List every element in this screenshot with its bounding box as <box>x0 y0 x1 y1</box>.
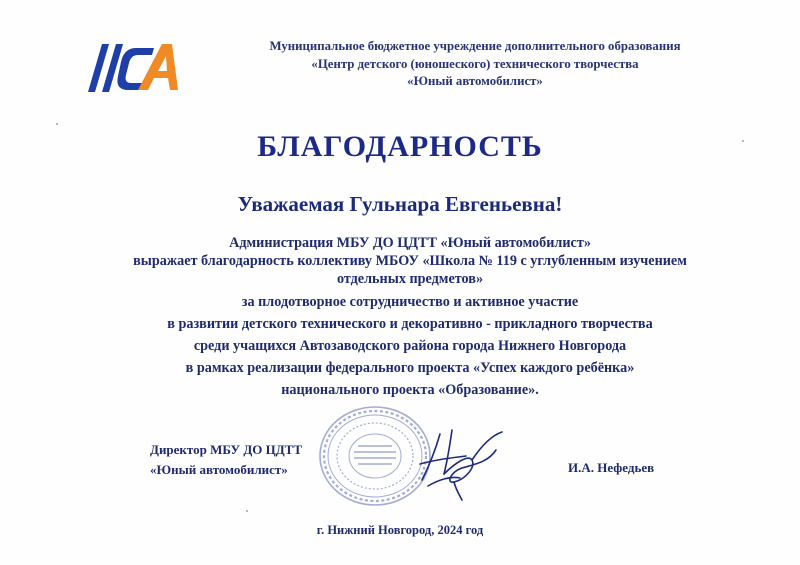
iusa-logo-icon <box>80 36 195 96</box>
body-line: в рамках реализации федерального проекта «Успех каждого ребёнка» <box>185 360 635 377</box>
body-line: национального проекта «Образование». <box>281 382 539 399</box>
handwritten-signature-icon <box>410 424 510 504</box>
org-header-line: «Юный автомобилист» <box>407 74 543 88</box>
org-header-line: Муниципальное бюджетное учреждение дополнительного образования <box>269 39 681 53</box>
body-line: в развитии детского технического и декоративно - прикладного творчества <box>167 315 653 332</box>
scan-speck <box>742 140 744 142</box>
director-position <box>150 440 302 480</box>
scan-speck <box>56 123 58 125</box>
body-text <box>40 234 780 400</box>
organization-header <box>205 38 745 91</box>
org-header-line: «Центр детского (юношеского) технического творчества <box>311 56 639 71</box>
body-line: отдельных предметов» <box>336 271 484 288</box>
body-line: среди учащихся Автозаводского района города Нижнего Новгорода <box>193 338 627 355</box>
director-name: И.А. Нефедьев <box>568 460 655 475</box>
place-and-year: г. Нижний Новгород, 2024 год <box>316 523 484 537</box>
body-line: за плодотворное сотрудничество и активное участие <box>241 293 579 310</box>
director-position-line: «Юный автомобилист» <box>150 462 288 477</box>
body-line: выражает благодарность коллективу МБОУ «Школа № 119 с углубленным изучением <box>133 253 687 270</box>
document-title: БЛАГОДАРНОСТЬ <box>257 130 543 163</box>
director-position-line: Директор МБУ ДО ЦДТТ <box>150 442 303 457</box>
body-line: Администрация МБУ ДО ЦДТТ «Юный автомобилист» <box>229 235 591 251</box>
scan-speck <box>246 510 248 512</box>
greeting: Уважаемая Гульнара Евгеньевна! <box>237 192 563 216</box>
